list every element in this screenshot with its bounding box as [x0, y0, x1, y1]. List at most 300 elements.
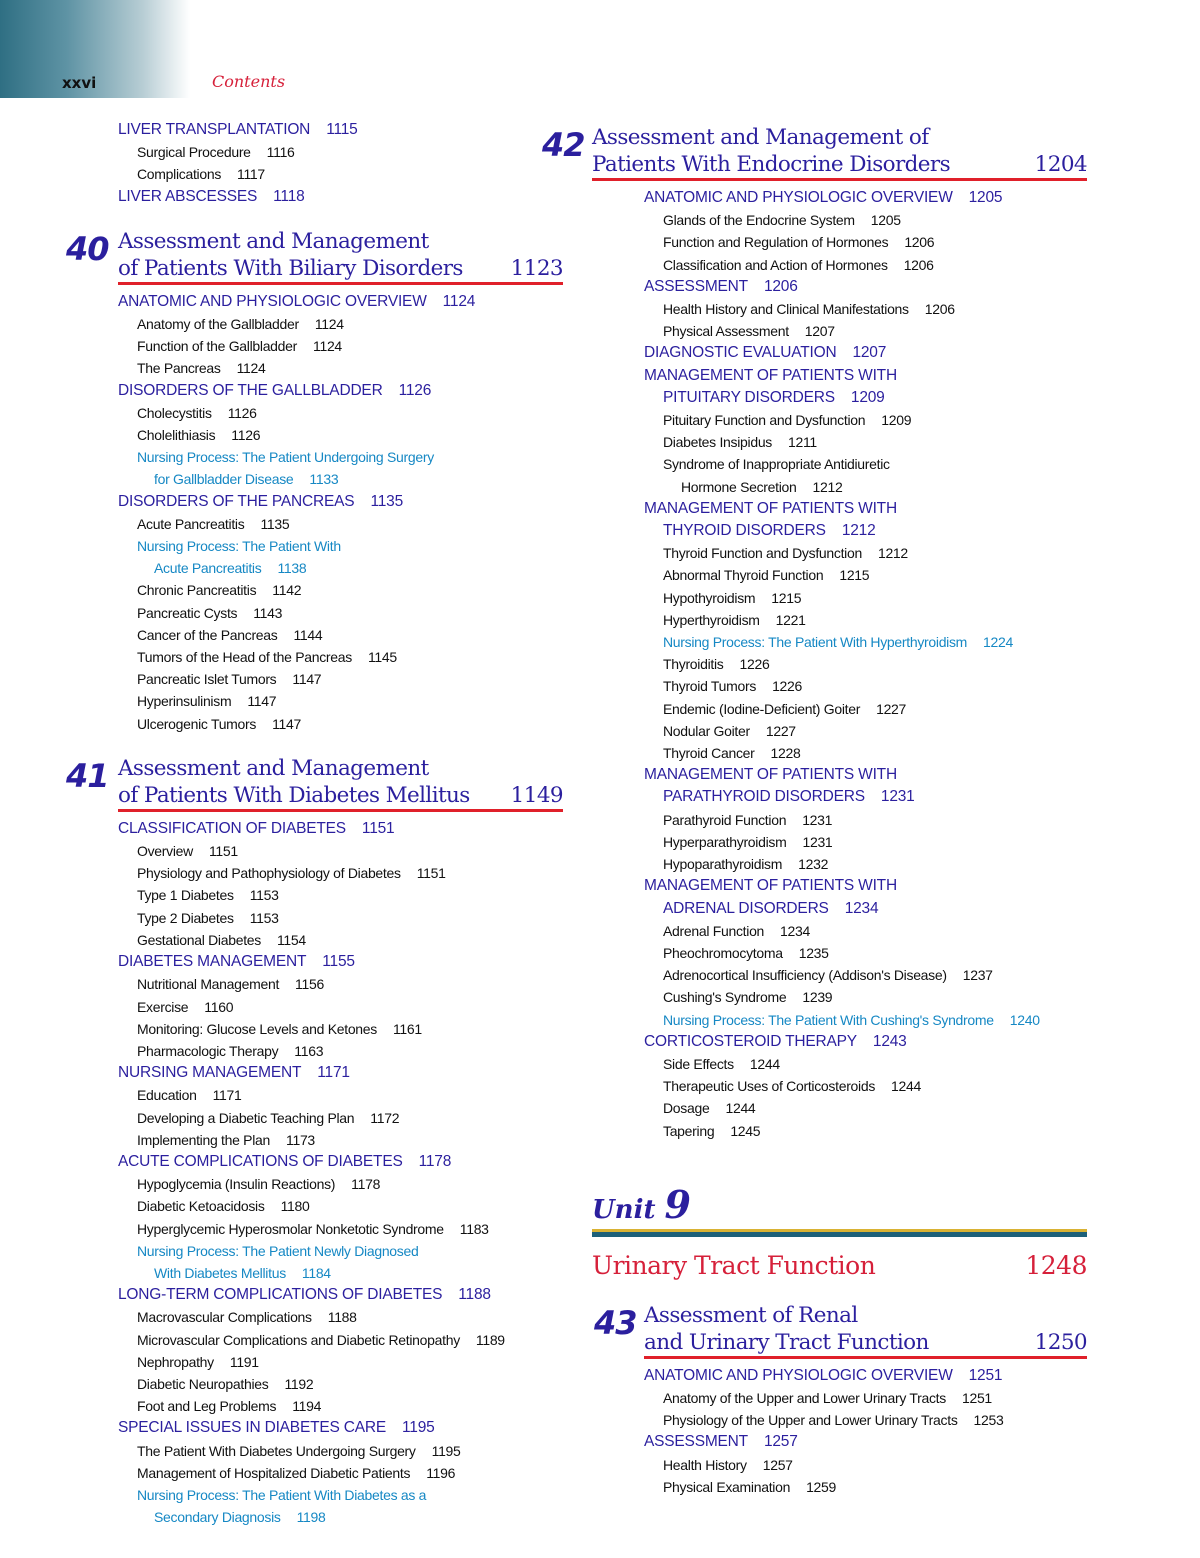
toc-entry-page: 1160: [204, 998, 234, 1015]
toc-entry-text: Anatomy of the Gallbladder: [137, 316, 299, 333]
toc-list: [118, 119, 563, 208]
toc-subentry[interactable]: [118, 1462, 563, 1484]
toc-subentry[interactable]: [118, 1018, 563, 1040]
toc-entry-page: 1135: [260, 515, 290, 532]
toc-section-entry[interactable]: [118, 291, 563, 313]
toc-entry-page: 1145: [367, 649, 397, 666]
toc-entry-page: 1215: [839, 567, 870, 584]
toc-entry-text: Hypoglycemia (Insulin Reactions): [137, 1176, 336, 1193]
toc-subentry[interactable]: [644, 942, 1087, 964]
toc-entry-page: 1144: [293, 626, 323, 643]
toc-entry-page: 1226: [772, 678, 803, 695]
toc-entry-text: SPECIAL ISSUES IN DIABETES CARE: [118, 1419, 387, 1437]
toc-section-entry[interactable]: [644, 786, 1087, 808]
toc-entry-text: Hyperinsulinism: [137, 693, 232, 710]
toc-subentry[interactable]: [644, 1097, 1087, 1119]
toc-entry-text: Education: [137, 1087, 197, 1104]
toc-section-entry[interactable]: [118, 1284, 563, 1306]
toc-section-entry[interactable]: [118, 119, 563, 141]
toc-subentry[interactable]: [644, 476, 1087, 498]
toc-subentry[interactable]: [118, 1173, 563, 1195]
toc-entry-text: Ulcerogenic Tumors: [137, 715, 257, 732]
toc-subentry[interactable]: [118, 1040, 563, 1062]
toc-subentry[interactable]: [118, 602, 563, 624]
toc-subentry[interactable]: [118, 402, 563, 424]
toc-entry-text: Thyroid Cancer: [663, 745, 755, 762]
toc-entry-page: 1124: [313, 338, 342, 355]
toc-subentry[interactable]: [644, 298, 1087, 320]
toc-entry-page: 1206: [763, 277, 798, 295]
toc-subentry[interactable]: [118, 335, 563, 357]
toc-entry-page: 1195: [431, 1442, 461, 1459]
toc-subentry[interactable]: [644, 720, 1087, 742]
toc-entry-page: 1212: [877, 545, 908, 562]
toc-entry-page: 1235: [798, 944, 829, 961]
toc-nursing-process-entry[interactable]: [118, 1262, 563, 1284]
toc-subentry[interactable]: [118, 996, 563, 1018]
toc-subentry[interactable]: [118, 1329, 563, 1351]
toc-section-entry[interactable]: [644, 498, 1087, 520]
toc-subentry[interactable]: [118, 929, 563, 951]
unit-page: 1248: [1025, 1250, 1087, 1280]
toc-subentry[interactable]: [118, 884, 563, 906]
toc-entry-page: 1257: [763, 1433, 798, 1451]
toc-entry-text: ACUTE COMPLICATIONS OF DIABETES: [118, 1152, 403, 1170]
toc-subentry[interactable]: [118, 1373, 563, 1395]
toc-entry-text: Nursing Process: The Patient With: [137, 538, 341, 555]
toc-entry-page: 1124: [442, 292, 476, 310]
toc-entry-page: 1151: [361, 819, 395, 837]
unit-title-row: [592, 1251, 1087, 1280]
toc-entry-page: 1161: [392, 1020, 422, 1037]
chapter-42-heading[interactable]: [542, 124, 1087, 181]
toc-subentry[interactable]: [118, 1107, 563, 1129]
toc-entry-text: Secondary Diagnosis: [154, 1509, 281, 1526]
unit-word: Unit: [592, 1194, 656, 1225]
chapter-title-line2-row: [118, 255, 563, 285]
toc-subentry[interactable]: [118, 1195, 563, 1217]
toc-entry-page: 1191: [229, 1353, 259, 1370]
toc-entry-text: Nutritional Management: [137, 976, 280, 993]
toc-entry-page: 1151: [208, 843, 238, 860]
toc-entry-text: Adrenal Function: [663, 922, 765, 939]
toc-entry-page: 1147: [247, 693, 277, 710]
toc-entry-page: 1115: [326, 121, 358, 138]
toc-entry-page: 1188: [327, 1309, 357, 1326]
toc-entry-text: Physiology and Pathophysiology of Diabetes: [137, 865, 401, 882]
unit-number: 9: [664, 1181, 691, 1227]
toc-section-entry[interactable]: [118, 1151, 563, 1173]
toc-entry-text: MANAGEMENT OF PATIENTS WITH: [644, 766, 897, 784]
toc-subentry[interactable]: [118, 1440, 563, 1462]
toc-subentry[interactable]: [644, 409, 1087, 431]
toc-entry-page: 1239: [802, 989, 833, 1006]
toc-section-entry[interactable]: [644, 764, 1087, 786]
toc-entry-text: Pituitary Function and Dysfunction: [663, 412, 866, 429]
toc-nursing-process-entry[interactable]: [118, 446, 563, 468]
toc-entry-page: 1243: [872, 1032, 907, 1050]
toc-entry-text: Anatomy of the Upper and Lower Urinary Tracts: [663, 1389, 946, 1406]
toc-entry-page: 1244: [725, 1100, 756, 1117]
toc-subentry[interactable]: [118, 424, 563, 446]
chapter-number: 43: [594, 1303, 637, 1342]
toc-entry-text: PITUITARY DISORDERS: [663, 388, 835, 406]
toc-subentry[interactable]: [118, 1084, 563, 1106]
toc-section-entry[interactable]: [118, 186, 563, 208]
unit-label: [592, 1181, 1087, 1227]
toc-subentry[interactable]: [644, 920, 1087, 942]
toc-entry-page: 1180: [280, 1198, 310, 1215]
toc-subentry[interactable]: [118, 907, 563, 929]
chapter-number: 40: [66, 229, 109, 268]
toc-entry-page: 1259: [806, 1478, 837, 1495]
toc-section-entry[interactable]: [644, 187, 1087, 209]
toc-entry-page: 1178: [351, 1176, 381, 1193]
toc-section-entry[interactable]: [118, 380, 563, 402]
toc-section-entry[interactable]: [118, 491, 563, 513]
chapter-title-line1: Assessment of Renal: [644, 1302, 858, 1328]
toc-entry-text: ANATOMIC AND PHYSIOLOGIC OVERVIEW: [118, 292, 427, 310]
toc-entry-text: ANATOMIC AND PHYSIOLOGIC OVERVIEW: [644, 1366, 953, 1384]
page-number: xxvi: [62, 74, 97, 92]
toc-subentry[interactable]: [644, 320, 1087, 342]
toc-subentry[interactable]: [118, 668, 563, 690]
toc-nursing-process-entry[interactable]: [118, 468, 563, 490]
toc-entry-page: 1206: [904, 234, 935, 251]
toc-entry-text: Foot and Leg Problems: [137, 1398, 277, 1415]
toc-section-entry[interactable]: [118, 818, 563, 840]
toc-entry-page: 1231: [802, 833, 833, 850]
toc-entry-page: 1138: [277, 560, 307, 577]
toc-subentry[interactable]: [644, 609, 1087, 631]
toc-entry-text: Function and Regulation of Hormones: [663, 234, 889, 251]
toc-entry-page: 1232: [798, 856, 829, 873]
toc-entry-text: ADRENAL DISORDERS: [663, 899, 829, 917]
toc-subentry[interactable]: [118, 513, 563, 535]
toc-entry-page: 1257: [762, 1456, 793, 1473]
toc-entry-text: Therapeutic Uses of Corticosteroids: [663, 1078, 876, 1095]
toc-entry-page: 1205: [968, 189, 1003, 206]
toc-entry-page: 1118: [273, 187, 305, 205]
toc-subentry[interactable]: [118, 141, 563, 163]
toc-subentry[interactable]: [118, 313, 563, 335]
toc-entry-page: 1154: [276, 931, 306, 948]
toc-entry-page: 1142: [272, 582, 302, 599]
toc-subentry[interactable]: [118, 973, 563, 995]
toc-entry-text: NURSING MANAGEMENT: [118, 1064, 302, 1082]
chapter-41-entries: [118, 818, 563, 1529]
toc-entry-text: Hyperthyroidism: [663, 611, 760, 628]
toc-subentry[interactable]: [644, 431, 1087, 453]
toc-entry-page: 1173: [286, 1131, 315, 1148]
toc-subentry[interactable]: [118, 1129, 563, 1151]
toc-entry-text: Parathyroid Function: [663, 811, 787, 828]
toc-subentry[interactable]: [644, 809, 1087, 831]
toc-subentry[interactable]: [644, 831, 1087, 853]
chapter-40-heading[interactable]: [66, 228, 563, 285]
toc-subentry[interactable]: [118, 1218, 563, 1240]
toc-entry-text: Surgical Procedure: [137, 144, 251, 161]
toc-subentry[interactable]: [118, 624, 563, 646]
toc-subentry[interactable]: [644, 675, 1087, 697]
toc-entry-page: 1171: [317, 1064, 350, 1082]
toc-section-entry[interactable]: [118, 951, 563, 973]
toc-entry-text: The Patient With Diabetes Undergoing Surgery: [137, 1442, 416, 1459]
toc-subentry[interactable]: [644, 964, 1087, 986]
toc-section-entry[interactable]: [644, 342, 1087, 364]
toc-entry-text: Implementing the Plan: [137, 1131, 271, 1148]
chapter-40-entries: [118, 291, 563, 735]
toc-subentry[interactable]: [118, 163, 563, 185]
toc-subentry[interactable]: [644, 742, 1087, 764]
toc-entry-page: 1245: [730, 1122, 761, 1139]
unit-9-heading[interactable]: [592, 1181, 1087, 1280]
toc-subentry[interactable]: [118, 1306, 563, 1328]
toc-entry-text: Macrovascular Complications: [137, 1309, 312, 1326]
toc-section-entry[interactable]: [644, 1031, 1087, 1053]
toc-entry-page: 1153: [249, 909, 279, 926]
toc-subentry[interactable]: [644, 853, 1087, 875]
toc-entry-text: Complications: [137, 166, 222, 183]
chapter-43-entries: [592, 1365, 1087, 1498]
toc-subentry[interactable]: [118, 713, 563, 735]
toc-section-entry[interactable]: [644, 875, 1087, 897]
toc-entry-page: 1184: [301, 1264, 331, 1281]
toc-entry-page: 1207: [852, 344, 887, 362]
toc-section-entry[interactable]: [644, 1365, 1087, 1387]
toc-section-entry[interactable]: [644, 1431, 1087, 1453]
toc-entry-page: 1206: [924, 301, 955, 318]
toc-subentry[interactable]: [118, 357, 563, 379]
toc-entry-page: 1226: [739, 656, 770, 673]
toc-subentry[interactable]: [644, 986, 1087, 1008]
toc-subentry[interactable]: [644, 587, 1087, 609]
toc-section-entry[interactable]: [644, 365, 1087, 387]
toc-entry-text: Type 2 Diabetes: [137, 909, 234, 926]
chapter-43-heading[interactable]: [594, 1302, 1087, 1359]
chapter-page: 1123: [510, 255, 563, 281]
toc-entry-text: Diabetic Ketoacidosis: [137, 1198, 265, 1215]
toc-entry-text: Pheochromocytoma: [663, 944, 783, 961]
toc-subentry[interactable]: [644, 1387, 1087, 1409]
toc-subentry[interactable]: [644, 1053, 1087, 1075]
toc-entry-text: Thyroid Tumors: [663, 678, 757, 695]
toc-entry-page: 1147: [292, 671, 322, 688]
toc-entry-text: DIABETES MANAGEMENT: [118, 953, 307, 971]
toc-entry-page: 1156: [295, 976, 324, 993]
toc-entry-text: Pharmacologic Therapy: [137, 1042, 279, 1059]
toc-entry-page: 1209: [881, 412, 912, 429]
left-column: [66, 119, 563, 1528]
toc-entry-text: CLASSIFICATION OF DIABETES: [118, 819, 346, 837]
toc-entry-text: Abnormal Thyroid Function: [663, 567, 824, 584]
toc-subentry[interactable]: [644, 1454, 1087, 1476]
toc-subentry[interactable]: [644, 698, 1087, 720]
toc-entry-page: 1211: [788, 434, 817, 451]
toc-entry-page: 1153: [249, 887, 279, 904]
unit-divider-bar: [592, 1229, 1087, 1237]
toc-entry-page: 1212: [841, 522, 876, 540]
running-head: Contents: [212, 72, 286, 91]
chapter-title-line1: Assessment and Management: [118, 228, 429, 254]
toc-entry-page: 1196: [426, 1464, 456, 1481]
toc-entry-text: Acute Pancreatitis: [154, 560, 262, 577]
toc-section-entry[interactable]: [118, 1417, 563, 1439]
toc-entry-text: Hypothyroidism: [663, 589, 756, 606]
toc-entry-text: Hyperglycemic Hyperosmolar Nonketotic Syndrome: [137, 1220, 444, 1237]
toc-entry-text: Tapering: [663, 1122, 715, 1139]
toc-entry-text: LONG-TERM COMPLICATIONS OF DIABETES: [118, 1286, 443, 1304]
chapter-page: 1204: [1034, 152, 1087, 177]
toc-entry-page: 1163: [294, 1042, 324, 1059]
toc-entry-page: 1227: [765, 722, 796, 739]
toc-subentry[interactable]: [644, 231, 1087, 253]
toc-entry-text: With Diabetes Mellitus: [154, 1264, 286, 1281]
toc-subentry[interactable]: [644, 209, 1087, 231]
chapter-title-line2: of Patients With Diabetes Mellitus: [118, 782, 470, 808]
toc-subentry[interactable]: [118, 840, 563, 862]
toc-subentry[interactable]: [644, 453, 1087, 475]
toc-entry-page: 1206: [903, 256, 934, 273]
toc-entry-text: Acute Pancreatitis: [137, 515, 245, 532]
toc-nursing-process-entry[interactable]: [118, 1506, 563, 1528]
toc-subentry[interactable]: [644, 254, 1087, 276]
toc-entry-text: Cushing's Syndrome: [663, 989, 787, 1006]
toc-entry-text: Pancreatic Islet Tumors: [137, 671, 277, 688]
toc-entry-text: Tumors of the Head of the Pancreas: [137, 649, 352, 666]
toc-entry-text: Type 1 Diabetes: [137, 887, 234, 904]
toc-entry-page: 1244: [891, 1078, 921, 1095]
toc-entry-page: 1253: [973, 1412, 1004, 1429]
toc-subentry[interactable]: [118, 646, 563, 668]
toc-entry-text: The Pancreas: [137, 360, 221, 377]
toc-entry-page: 1124: [236, 360, 266, 377]
toc-entry-page: 1155: [322, 953, 355, 971]
toc-nursing-process-entry[interactable]: [644, 631, 1087, 653]
toc-subentry[interactable]: [118, 690, 563, 712]
toc-entry-text: Adrenocortical Insufficiency (Addison's Disease): [663, 967, 947, 984]
toc-entry-text: Nephropathy: [137, 1353, 214, 1370]
toc-nursing-process-entry[interactable]: [118, 1484, 563, 1506]
toc-entry-text: MANAGEMENT OF PATIENTS WITH: [644, 499, 897, 517]
toc-entry-text: Cholelithiasis: [137, 427, 216, 444]
toc-section-entry[interactable]: [644, 898, 1087, 920]
toc-entry-page: 1147: [272, 715, 301, 732]
chapter-number: 41: [66, 756, 109, 795]
toc-entry-page: 1224: [983, 634, 1013, 651]
toc-entry-text: Cancer of the Pancreas: [137, 626, 278, 643]
chapter-title-line2-row: [592, 151, 1087, 181]
chapter-number: 42: [542, 126, 585, 164]
toc-subentry[interactable]: [644, 1075, 1087, 1097]
toc-subentry[interactable]: [118, 862, 563, 884]
toc-entry-text: Classification and Action of Hormones: [663, 256, 888, 273]
toc-entry-text: Nursing Process: The Patient With Hyperthyroidism: [663, 634, 968, 651]
toc-entry-page: 1207: [804, 323, 835, 340]
toc-entry-page: 1189: [475, 1331, 505, 1348]
toc-entry-text: Nursing Process: The Patient With Diabetes as a: [137, 1486, 427, 1503]
toc-entry-text: Chronic Pancreatitis: [137, 582, 257, 599]
chapter-title-line2: Patients With Endocrine Disorders: [592, 152, 951, 177]
toc-entry-page: 1215: [771, 589, 802, 606]
toc-nursing-process-entry[interactable]: [118, 1240, 563, 1262]
toc-section-entry[interactable]: [644, 276, 1087, 298]
toc-entry-page: 1194: [292, 1398, 322, 1415]
toc-entry-text: Physical Assessment: [663, 323, 789, 340]
toc-entry-page: 1251: [961, 1389, 992, 1406]
toc-entry-page: 1221: [775, 611, 806, 628]
toc-entry-text: Cholecystitis: [137, 404, 212, 421]
chapter-page: 1149: [510, 782, 563, 808]
toc-entry-page: 1133: [309, 471, 339, 488]
toc-nursing-process-entry[interactable]: [644, 1009, 1087, 1031]
chapter-42-entries: [592, 187, 1087, 1142]
toc-section-entry[interactable]: [644, 387, 1087, 409]
toc-entry-text: CORTICOSTEROID THERAPY: [644, 1032, 857, 1050]
unit-title: Urinary Tract Function: [592, 1250, 876, 1280]
toc-entry-text: Gestational Diabetes: [137, 931, 261, 948]
toc-subentry[interactable]: [644, 653, 1087, 675]
toc-entry-text: ASSESSMENT: [644, 277, 748, 295]
chapter-title-line1: Assessment and Management: [118, 755, 429, 781]
chapter-41-heading[interactable]: [66, 755, 563, 812]
toc-nursing-process-entry[interactable]: [118, 535, 563, 557]
toc-entry-text: ASSESSMENT: [644, 1433, 748, 1451]
toc-entry-page: 1126: [231, 427, 261, 444]
toc-entry-page: 1124: [314, 316, 344, 333]
toc-entry-text: Monitoring: Glucose Levels and Ketones: [137, 1020, 377, 1037]
toc-entry-text: Overview: [137, 843, 193, 860]
toc-entry-text: DIAGNOSTIC EVALUATION: [644, 344, 837, 362]
toc-entry-page: 1227: [876, 700, 907, 717]
toc-entry-page: 1172: [370, 1109, 400, 1126]
toc-entry-text: Syndrome of Inappropriate Antidiuretic: [663, 456, 890, 473]
toc-entry-text: LIVER ABSCESSES: [118, 187, 258, 205]
toc-subentry[interactable]: [118, 579, 563, 601]
chapter-title-line2-row: [118, 782, 563, 812]
chapter-title-line2: of Patients With Biliary Disorders: [118, 255, 463, 281]
toc-subentry[interactable]: [644, 1409, 1087, 1431]
toc-entry-text: Health History: [663, 1456, 747, 1473]
toc-entry-text: Thyroid Function and Dysfunction: [663, 545, 862, 562]
toc-section-entry[interactable]: [644, 520, 1087, 542]
toc-section-entry[interactable]: [118, 1062, 563, 1084]
toc-entry-page: 1234: [780, 922, 810, 939]
toc-entry-text: Nursing Process: The Patient With Cushing's Syndrome: [663, 1011, 994, 1028]
toc-subentry[interactable]: [644, 1120, 1087, 1142]
toc-subentry[interactable]: [644, 1476, 1087, 1498]
toc-entry-page: 1234: [844, 899, 879, 917]
toc-entry-text: DISORDERS OF THE PANCREAS: [118, 492, 355, 510]
toc-entry-text: Pancreatic Cysts: [137, 604, 238, 621]
chapter-title-line2-row: [644, 1329, 1087, 1359]
toc-entry-text: PARATHYROID DISORDERS: [663, 788, 865, 806]
toc-entry-page: 1135: [370, 492, 403, 510]
toc-subentry[interactable]: [118, 1395, 563, 1417]
toc-entry-page: 1183: [459, 1220, 489, 1237]
toc-subentry[interactable]: [644, 542, 1087, 564]
toc-entry-page: 1251: [968, 1366, 1003, 1384]
toc-entry-text: Physiology of the Upper and Lower Urinary Tracts: [663, 1412, 958, 1429]
toc-entry-text: THYROID DISORDERS: [663, 522, 826, 540]
toc-nursing-process-entry[interactable]: [118, 557, 563, 579]
toc-subentry[interactable]: [118, 1351, 563, 1373]
toc-entry-text: Exercise: [137, 998, 189, 1015]
toc-entry-page: 1116: [266, 144, 295, 161]
toc-entry-page: 1151: [416, 865, 446, 882]
toc-subentry[interactable]: [644, 564, 1087, 586]
toc-entry-page: 1143: [253, 604, 283, 621]
